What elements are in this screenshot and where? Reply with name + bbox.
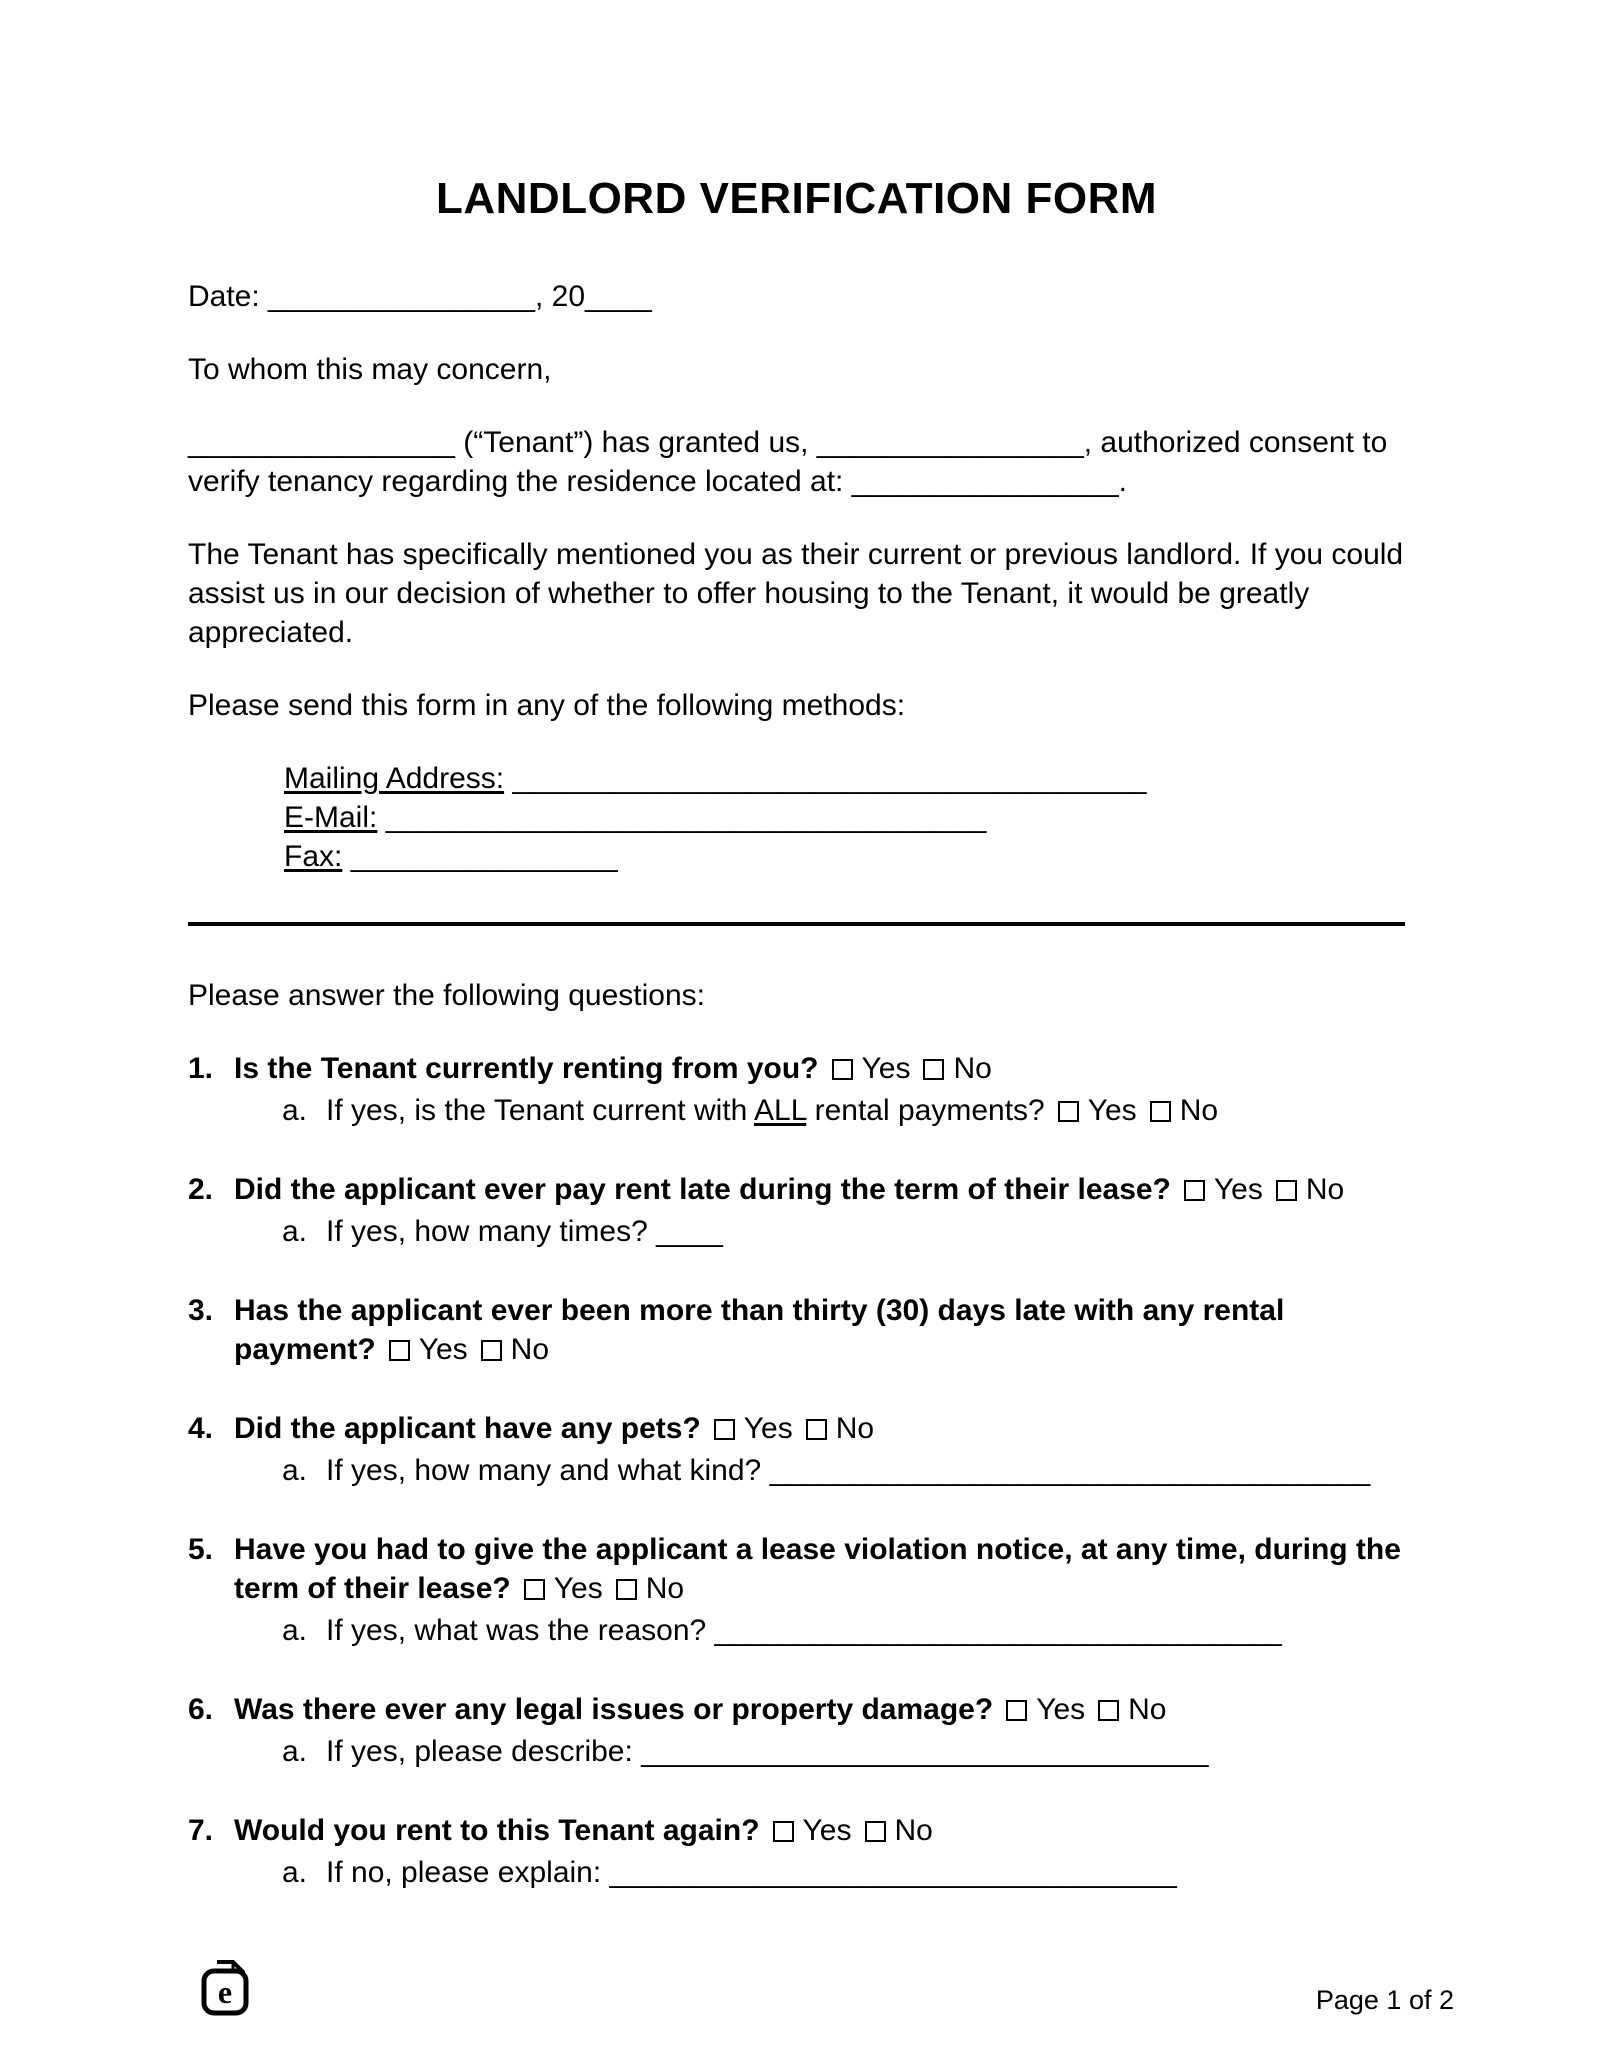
yes-checkbox[interactable] bbox=[1006, 1700, 1027, 1721]
no-label: No bbox=[645, 1572, 685, 1606]
email-row bbox=[284, 798, 1405, 837]
mailing-address-blank: ______________________________________ bbox=[512, 762, 1147, 796]
no-checkbox[interactable] bbox=[481, 1340, 502, 1361]
question-1a-number: a. bbox=[282, 1094, 308, 1128]
no-label: No bbox=[1179, 1094, 1219, 1128]
question-2-number: 2. bbox=[188, 1173, 214, 1207]
question-7-number: 7. bbox=[188, 1814, 214, 1848]
question-4a-text: If yes, how many and what kind? ____________________________________ bbox=[326, 1454, 1371, 1488]
yes-checkbox[interactable] bbox=[524, 1579, 545, 1600]
question-1a-text-post: rental payments? bbox=[806, 1094, 1045, 1128]
question-1-text: Is the Tenant currently renting from you? bbox=[234, 1052, 819, 1086]
question-1-yes-no bbox=[819, 1052, 992, 1085]
question-6-number: 6. bbox=[188, 1693, 214, 1727]
yes-label: Yes bbox=[553, 1572, 603, 1606]
email-blank: ____________________________________ bbox=[385, 801, 987, 835]
yes-checkbox[interactable] bbox=[714, 1419, 735, 1440]
no-checkbox[interactable] bbox=[806, 1419, 827, 1440]
no-checkbox[interactable] bbox=[1276, 1180, 1297, 1201]
question-2 bbox=[188, 1170, 1405, 1251]
question-3-yes-no bbox=[376, 1333, 549, 1366]
question-5 bbox=[188, 1530, 1405, 1650]
question-5a-text: If yes, what was the reason? __________________________________ bbox=[326, 1614, 1282, 1648]
yes-checkbox[interactable] bbox=[389, 1340, 410, 1361]
question-4a bbox=[282, 1451, 1405, 1490]
yes-label: Yes bbox=[418, 1333, 468, 1367]
question-4 bbox=[188, 1409, 1405, 1490]
no-label: No bbox=[894, 1814, 933, 1848]
section-divider bbox=[188, 922, 1405, 926]
question-3-number: 3. bbox=[188, 1294, 214, 1328]
questions-heading: Please answer the following questions: bbox=[188, 979, 705, 1013]
question-1a bbox=[282, 1091, 1405, 1130]
yes-checkbox[interactable] bbox=[1184, 1180, 1205, 1201]
form-title: LANDLORD VERIFICATION FORM bbox=[435, 174, 1158, 223]
no-label: No bbox=[835, 1412, 875, 1446]
email-label: E-Mail: bbox=[284, 801, 378, 835]
question-7 bbox=[188, 1811, 1405, 1892]
yes-label: Yes bbox=[1036, 1693, 1086, 1727]
no-checkbox[interactable] bbox=[616, 1579, 637, 1600]
eforms-logo bbox=[200, 1958, 250, 2018]
question-4-yes-no bbox=[701, 1412, 874, 1445]
question-3 bbox=[188, 1291, 1405, 1369]
question-5-text: Have you had to give the applicant a lease violation notice, at any time, during the term of their lease? bbox=[234, 1533, 1401, 1606]
question-7-text: Would you rent to this Tenant again? bbox=[234, 1814, 760, 1848]
question-1 bbox=[188, 1049, 1405, 1130]
question-6 bbox=[188, 1690, 1405, 1771]
yes-checkbox[interactable] bbox=[1058, 1101, 1079, 1122]
yes-label: Yes bbox=[1213, 1173, 1263, 1207]
contact-methods bbox=[284, 759, 1405, 876]
yes-label: Yes bbox=[1087, 1094, 1137, 1128]
no-checkbox[interactable] bbox=[923, 1059, 944, 1080]
question-6a-number: a. bbox=[282, 1735, 308, 1769]
question-7a-text: If no, please explain: __________________________________ bbox=[326, 1856, 1177, 1890]
question-1a-yes-no bbox=[1045, 1094, 1218, 1127]
question-2a-number: a. bbox=[282, 1215, 308, 1249]
body-paragraph: The Tenant has specifically mentioned you as their current or previous landlord. If you could assist us in our decision of whether to offer housing to the Tenant, it would be greatly appreciated. bbox=[188, 538, 1404, 650]
question-1a-text-underlined: ALL bbox=[754, 1094, 807, 1128]
question-1a-text-pre: If yes, is the Tenant current with bbox=[326, 1094, 754, 1128]
question-7-yes-no bbox=[760, 1814, 933, 1847]
question-6a bbox=[282, 1732, 1405, 1771]
page-footer bbox=[200, 1958, 1454, 2018]
yes-checkbox[interactable] bbox=[832, 1059, 853, 1080]
date-line: Date: ________________, 20____ bbox=[188, 280, 652, 314]
no-label: No bbox=[1305, 1173, 1345, 1207]
question-4a-number: a. bbox=[282, 1454, 308, 1488]
no-checkbox[interactable] bbox=[1150, 1101, 1171, 1122]
no-checkbox[interactable] bbox=[1098, 1700, 1119, 1721]
question-3-text: Has the applicant ever been more than thirty (30) days late with any rental payment? bbox=[234, 1294, 1285, 1367]
question-2-yes-no bbox=[1171, 1173, 1344, 1206]
question-5-yes-no bbox=[511, 1572, 684, 1605]
mailing-address-row bbox=[284, 759, 1405, 798]
yes-label: Yes bbox=[861, 1052, 911, 1086]
salutation: To whom this may concern, bbox=[188, 353, 552, 387]
question-1a-text bbox=[326, 1091, 1405, 1130]
intro-paragraph: ________________ (“Tenant”) has granted us, ________________, authorized consent to verify tenancy regarding the residence located at: ________________. bbox=[188, 426, 1388, 499]
no-label: No bbox=[1128, 1693, 1167, 1727]
yes-label: Yes bbox=[743, 1412, 793, 1446]
question-5-number: 5. bbox=[188, 1533, 214, 1567]
question-2-text: Did the applicant ever pay rent late during the term of their lease? bbox=[234, 1173, 1171, 1207]
eforms-logo-letter: e bbox=[217, 1974, 233, 2010]
question-2a bbox=[282, 1212, 1405, 1251]
question-5a-number: a. bbox=[282, 1614, 308, 1648]
no-checkbox[interactable] bbox=[865, 1821, 886, 1842]
methods-heading: Please send this form in any of the following methods: bbox=[188, 689, 906, 723]
question-4-number: 4. bbox=[188, 1412, 214, 1446]
yes-checkbox[interactable] bbox=[773, 1821, 794, 1842]
fax-label: Fax: bbox=[284, 840, 343, 874]
question-2a-text: If yes, how many times? ____ bbox=[326, 1215, 723, 1249]
no-label: No bbox=[953, 1052, 992, 1086]
question-1-number: 1. bbox=[188, 1052, 214, 1086]
question-6a-text: If yes, please describe: __________________________________ bbox=[326, 1735, 1209, 1769]
question-6-text: Was there ever any legal issues or property damage? bbox=[234, 1693, 994, 1727]
question-7a bbox=[282, 1853, 1405, 1892]
yes-label: Yes bbox=[802, 1814, 852, 1848]
fax-blank: ________________ bbox=[350, 840, 618, 874]
question-4-text: Did the applicant have any pets? bbox=[234, 1412, 701, 1446]
question-5a bbox=[282, 1611, 1405, 1650]
fax-row bbox=[284, 837, 1405, 876]
question-7a-number: a. bbox=[282, 1856, 308, 1890]
no-label: No bbox=[510, 1333, 550, 1367]
page-number: Page 1 of 2 bbox=[1315, 1984, 1454, 2015]
question-6-yes-no bbox=[993, 1693, 1166, 1726]
mailing-address-label: Mailing Address: bbox=[284, 762, 505, 796]
